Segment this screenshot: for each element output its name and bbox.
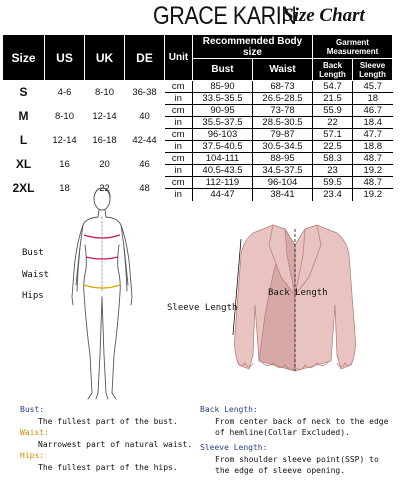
bust-value-cell: 37.5-40.5 xyxy=(193,141,253,153)
unit-cell: in xyxy=(165,165,193,177)
brand-name: GRACE KARIN xyxy=(153,2,297,30)
table-row xyxy=(3,129,393,141)
size-de-cell: 40 xyxy=(139,111,150,122)
header-garment: Garment Measurement xyxy=(313,35,393,59)
measurement-illustration xyxy=(0,185,400,403)
size-de-cell: 42-44 xyxy=(132,135,157,146)
sleeve-value-cell: 19.2 xyxy=(353,165,393,177)
size-chart-table xyxy=(2,34,393,201)
size-de-cell: 46 xyxy=(139,159,150,170)
sleeve-length-label: Sleeve Length xyxy=(167,303,238,313)
header-sleeve-length: Sleeve Length xyxy=(353,59,393,81)
unit-cell: in xyxy=(165,141,193,153)
measurement-notes xyxy=(0,404,400,480)
hips-label: Hips xyxy=(22,291,44,301)
note-back-desc-2: of hemline(Collar Excluded). xyxy=(215,428,350,437)
sleeve-value-cell: 45.7 xyxy=(353,81,393,93)
note-hips-term: Hips: xyxy=(20,451,45,460)
note-waist-desc: Narrowest part of natural waist. xyxy=(38,440,193,449)
size-us-cell: 12-14 xyxy=(52,135,77,146)
waist-value-cell: 26.5-28.5 xyxy=(253,93,313,105)
bust-value-cell: 104-111 xyxy=(193,153,253,165)
back-value-cell: 54.7 xyxy=(313,81,353,93)
back-value-cell: 58.3 xyxy=(313,153,353,165)
sleeve-value-cell: 48.7 xyxy=(353,153,393,165)
header-uk: UK xyxy=(85,35,125,81)
size-us-cell: 4-6 xyxy=(57,87,72,99)
waist-value-cell: 79-87 xyxy=(253,129,313,141)
sleeve-value-cell: 47.7 xyxy=(353,129,393,141)
size-uk-cell: 20 xyxy=(99,159,110,170)
back-value-cell: 55.9 xyxy=(313,105,353,117)
unit-cell: in xyxy=(165,117,193,129)
note-bust-desc: The fullest part of the bust. xyxy=(38,417,178,426)
header-recommended: Recommended Body size xyxy=(193,35,313,59)
bust-value-cell: 44-47 xyxy=(193,189,253,201)
size-size-cell: XL xyxy=(15,157,32,171)
size-uk-cell: 8-10 xyxy=(94,87,114,99)
size-size-cell: L xyxy=(19,133,28,147)
bust-value-cell: 35.5-37.5 xyxy=(193,117,253,129)
waist-value-cell: 88-95 xyxy=(253,153,313,165)
size-de-cell: 36-38 xyxy=(132,87,157,99)
unit-cell: cm xyxy=(165,153,193,165)
table-row xyxy=(3,105,393,117)
size-us-cell: 16 xyxy=(59,159,70,170)
size-uk-cell: 16-18 xyxy=(92,135,117,146)
waist-value-cell: 68-73 xyxy=(253,81,313,93)
table-row xyxy=(3,153,393,165)
sleeve-value-cell: 18 xyxy=(353,93,393,105)
size-de-cell: 48 xyxy=(139,183,150,194)
waist-value-cell: 73-78 xyxy=(253,105,313,117)
waist-value-cell: 96-104 xyxy=(253,177,313,189)
sleeve-value-cell: 18.4 xyxy=(353,117,393,129)
sleeve-value-cell: 46.7 xyxy=(353,105,393,117)
bust-label: Bust xyxy=(22,248,44,258)
waist-value-cell: 28.5-30.5 xyxy=(253,117,313,129)
back-value-cell: 22 xyxy=(313,117,353,129)
sleeve-value-cell: 18.8 xyxy=(353,141,393,153)
header-back-length: Back Length xyxy=(313,59,353,81)
sleeve-value-cell: 48.7 xyxy=(353,177,393,189)
note-bust-term: Bust: xyxy=(20,405,45,414)
bust-value-cell: 96-103 xyxy=(193,129,253,141)
back-value-cell: 21.5 xyxy=(313,93,353,105)
note-sleeve-desc-1: From shoulder sleeve point(SSP) to xyxy=(215,455,379,464)
table-row xyxy=(3,81,393,93)
unit-cell: cm xyxy=(165,105,193,117)
header-bust: Bust xyxy=(193,59,253,81)
note-back-term: Back Length: xyxy=(200,405,258,414)
header-size: Size xyxy=(3,35,45,81)
note-back-desc-1: From center back of neck to the edge xyxy=(215,417,389,426)
note-hips-desc: The fullest part of the hips. xyxy=(38,463,178,472)
unit-cell: in xyxy=(165,93,193,105)
unit-cell: in xyxy=(165,189,193,201)
bust-value-cell: 112-119 xyxy=(193,177,253,189)
size-uk-cell: 12-14 xyxy=(92,111,117,122)
header-unit: Unit xyxy=(165,35,193,81)
header-de: DE xyxy=(125,35,165,81)
back-value-cell: 57.1 xyxy=(313,129,353,141)
body-figure xyxy=(50,185,190,403)
note-sleeve-desc-2: the edge of sleeve opening. xyxy=(215,466,346,475)
size-us-cell: 18 xyxy=(59,183,70,194)
back-value-cell: 59.5 xyxy=(313,177,353,189)
bust-value-cell: 40.5-43.5 xyxy=(193,165,253,177)
size-uk-cell: 22 xyxy=(99,183,110,194)
waist-label: Waist xyxy=(22,270,50,280)
bust-value-cell: 33.5-35.5 xyxy=(193,93,253,105)
note-sleeve-term: Sleeve Length: xyxy=(200,443,268,452)
sleeve-value-cell: 19.2 xyxy=(353,189,393,201)
back-value-cell: 23.4 xyxy=(313,189,353,201)
size-us-cell: 8-10 xyxy=(54,111,74,122)
unit-cell: cm xyxy=(165,81,193,93)
back-value-cell: 22.5 xyxy=(313,141,353,153)
waist-value-cell: 38-41 xyxy=(253,189,313,201)
unit-cell: cm xyxy=(165,177,193,189)
back-value-cell: 23 xyxy=(313,165,353,177)
header-waist: Waist xyxy=(253,59,313,81)
page-title: Size Chart xyxy=(283,5,365,26)
size-size-cell: 2XL xyxy=(12,181,35,195)
bust-value-cell: 85-90 xyxy=(193,81,253,93)
waist-value-cell: 30.5-34.5 xyxy=(253,141,313,153)
header xyxy=(0,0,400,34)
size-size-cell: M xyxy=(18,109,29,123)
unit-cell: cm xyxy=(165,129,193,141)
note-waist-term: Waist: xyxy=(20,428,49,437)
size-size-cell: S xyxy=(19,85,28,100)
bust-value-cell: 90-95 xyxy=(193,105,253,117)
waist-value-cell: 34.5-37.5 xyxy=(253,165,313,177)
back-length-label: Back Length xyxy=(268,288,328,298)
header-us: US xyxy=(45,35,85,81)
